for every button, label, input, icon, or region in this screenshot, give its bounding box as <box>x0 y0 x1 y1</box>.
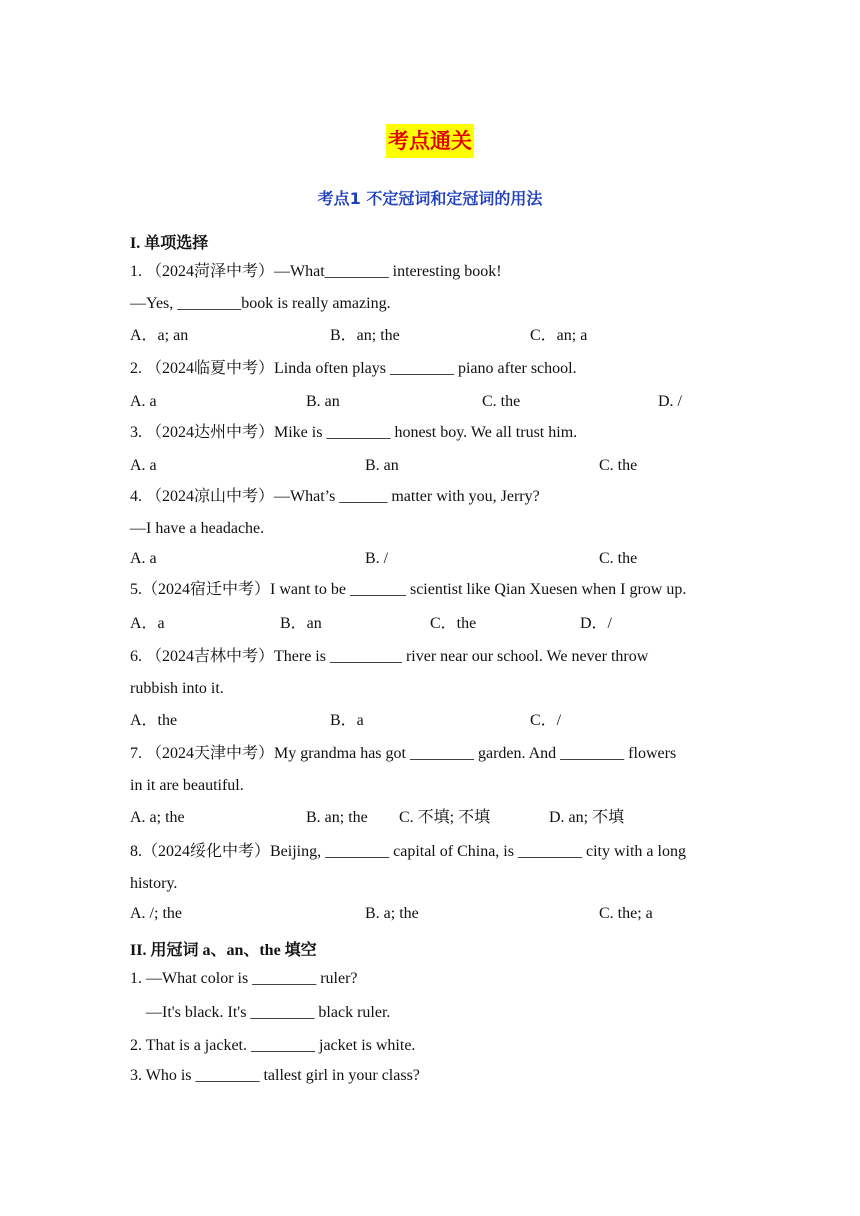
question-2-option-c: C. the <box>482 393 521 410</box>
question-7-option-d: D. an; 不填 <box>549 809 625 826</box>
question-4-line-2: —I have a headache. <box>130 520 265 537</box>
question-5-option-b: B．an <box>280 615 322 632</box>
question-7-option-c: C. 不填; 不填 <box>399 809 491 826</box>
fill-question-1-line-2: —It's black. It's ________ black ruler. <box>146 1004 391 1021</box>
question-2-option-a: A. a <box>130 393 157 410</box>
question-7-option-a: A. a; the <box>130 809 185 826</box>
question-6-option-c: C．/ <box>530 712 562 729</box>
question-4-option-a: A. a <box>130 550 157 567</box>
question-7-option-b: B. an; the <box>306 809 368 826</box>
question-6-option-b: B．a <box>330 712 364 729</box>
question-8-line-2: history. <box>130 875 178 892</box>
fill-question-1-line-1: 1. —What color is ________ ruler? <box>130 970 358 987</box>
question-7-line-2: in it are beautiful. <box>130 777 244 794</box>
question-1-option-a: A．a; an <box>130 327 189 344</box>
question-8-option-b: B. a; the <box>365 905 419 922</box>
section-heading-2: II. 用冠词 a、an、the 填空 <box>130 942 317 959</box>
question-4-option-c: C. the <box>599 550 638 567</box>
question-4-line-1: 4. （2024凉山中考）—What’s ______ matter with you, Jerry? <box>130 488 540 505</box>
question-5-option-c: C．the <box>430 615 477 632</box>
question-5-option-d: D．/ <box>580 615 613 632</box>
question-1-line-1: 1. （2024菏泽中考）—What________ interesting book! <box>130 263 502 280</box>
question-4-option-b: B. / <box>365 550 389 567</box>
question-3-option-b: B. an <box>365 457 399 474</box>
question-1-option-b: B．an; the <box>330 327 400 344</box>
question-2-option-b: B. an <box>306 393 340 410</box>
question-5-line-1: 5.（2024宿迁中考）I want to be _______ scientist like Qian Xuesen when I grow up. <box>130 581 687 598</box>
question-6-option-a: A．the <box>130 712 178 729</box>
question-3-option-c: C. the <box>599 457 638 474</box>
question-6-line-2: rubbish into it. <box>130 680 224 697</box>
question-2-line-1: 2. （2024临夏中考）Linda often plays ________ piano after school. <box>130 360 577 377</box>
question-6-line-1: 6. （2024吉林中考）There is _________ river near our school. We never throw <box>130 648 649 665</box>
page-title: 考点通关 <box>386 124 474 158</box>
question-5-option-a: A．a <box>130 615 165 632</box>
question-1-option-c: C．an; a <box>530 327 588 344</box>
section-heading-1: I. 单项选择 <box>130 235 209 252</box>
fill-question-3: 3. Who is ________ tallest girl in your class? <box>130 1067 420 1084</box>
question-8-option-c: C. the; a <box>599 905 653 922</box>
question-1-line-2: —Yes, ________book is really amazing. <box>130 295 391 312</box>
question-7-line-1: 7. （2024天津中考）My grandma has got ________ garden. And ________ flowers <box>130 745 677 762</box>
question-3-line-1: 3. （2024达州中考）Mike is ________ honest boy. We all trust him. <box>130 424 578 441</box>
question-3-option-a: A. a <box>130 457 157 474</box>
question-8-option-a: A. /; the <box>130 905 182 922</box>
topic-subtitle: 考点1 不定冠词和定冠词的用法 <box>317 189 543 208</box>
question-8-line-1: 8.（2024绥化中考）Beijing, ________ capital of China, is ________ city with a long <box>130 843 686 860</box>
fill-question-2: 2. That is a jacket. ________ jacket is white. <box>130 1037 416 1054</box>
question-2-option-d: D. / <box>658 393 682 410</box>
